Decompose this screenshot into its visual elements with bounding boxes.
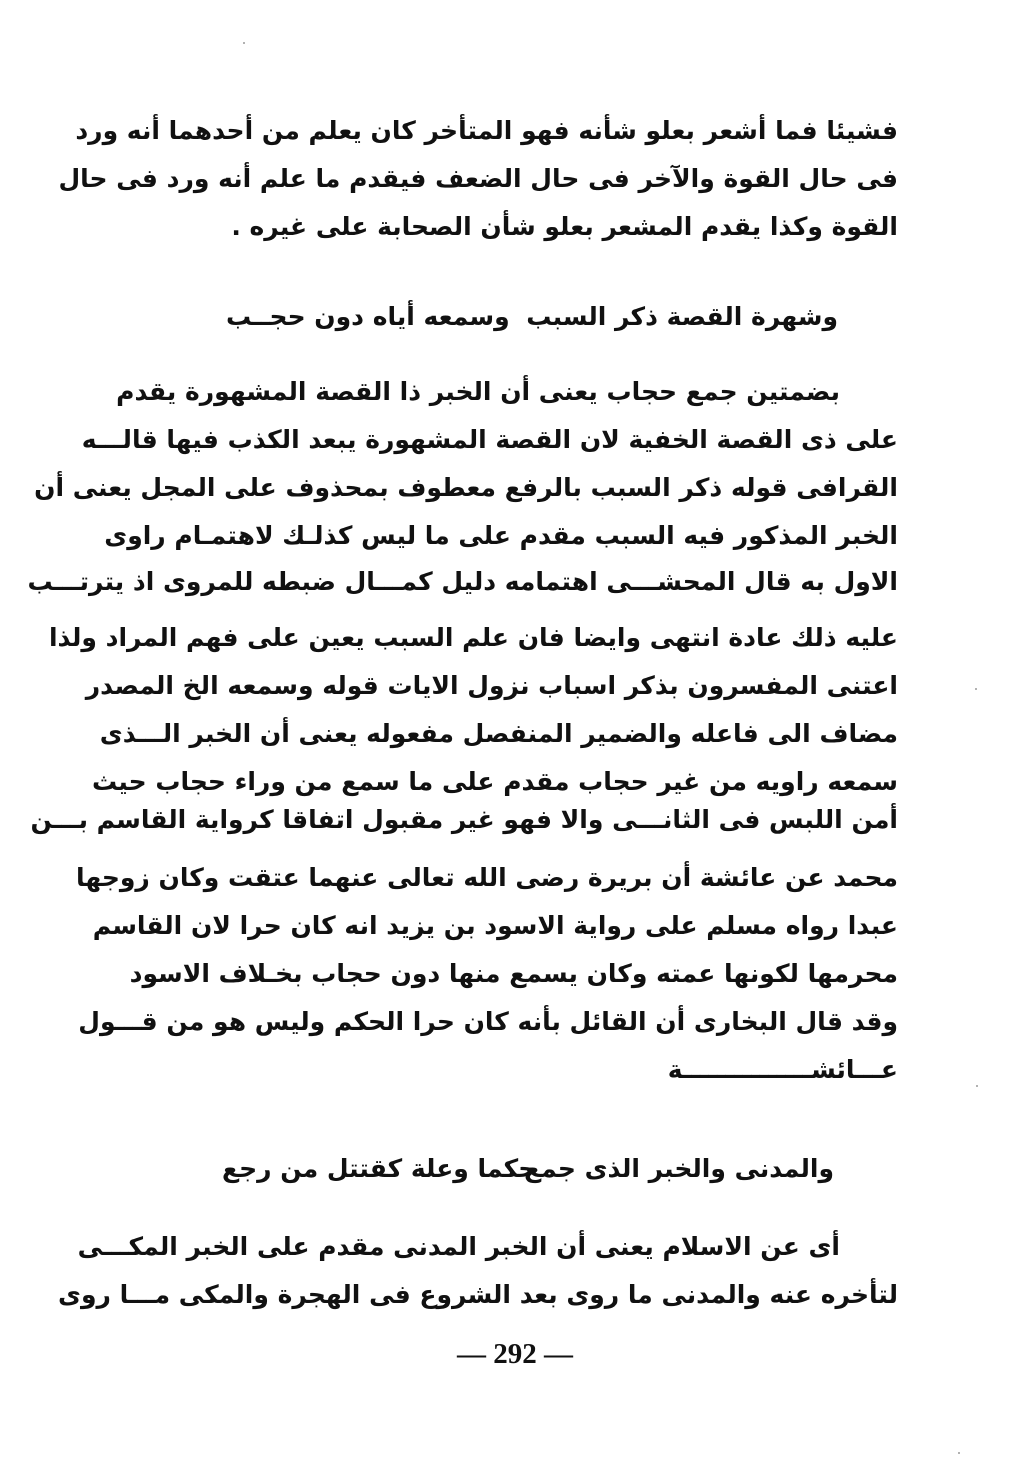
text-line: بضمتين جمع حجاب يعنى أن الخبر ذا القصة المشهورة يقدم [116,377,840,406]
verse-right-hemistich: والمدنى والخبر الذى جمع [524,1154,834,1183]
text-line: محمد عن عائشة أن بريرة رضى الله تعالى عنهما عتقت وكان زوجها [75,863,898,892]
scan-speck [243,42,245,44]
text-line: أمن اللبس فى الثانـــى والا فهو غير مقبول اتفاقا كرواية القاسم بـــن [30,805,898,834]
text-line: سمعه راويه من غير حجاب مقدم على ما سمع من وراء حجاب حيث [91,767,898,796]
verse-right-hemistich: وشهرة القصة ذكر السبب [526,302,838,331]
verse-left-hemistich: وسمعه أياه دون حجــب [226,302,510,331]
paragraph-1 [58,107,898,251]
text-line: مضاف الى فاعله والضمير المنفصل مفعوله يعنى أن الخبر الـــذى [99,719,898,748]
text-line: القوة وكذا يقدم المشعر بعلو شأن الصحابة على غيره . [231,212,898,241]
paragraph-2 [27,368,898,1094]
text-line: فى حال القوة والآخر فى حال الضعف فيقدم ما علم أنه ورد فى حال [58,164,898,193]
text-line: عبدا رواه مسلم على رواية الاسود بن يزيد انه كان حرا لان القاسم [92,911,898,940]
text-line: عـــائشـــــــــــــــة [667,1055,898,1084]
verse-left-hemistich: حكما وعلة كقتتل من رجع [222,1154,537,1183]
scan-speck [976,1085,978,1087]
text-line: محرمها لكونها عمته وكان يسمع منها دون حجاب بخـلاف الاسود [129,959,898,988]
verse-2 [0,1145,981,1193]
text-line: لتأخره عنه والمدنى ما روى بعد الشروع فى الهجرة والمكى مـــا روى [58,1280,898,1309]
text-line: عليه ذلك عادة انتهى وايضا فان علم السبب يعين على فهم المراد ولذا [48,623,898,652]
scan-speck [958,1452,960,1454]
text-line: على ذى القصة الخفية لان القصة المشهورة يبعد الكذب فيها قالـــه [81,425,898,454]
scan-speck [975,688,977,690]
verse-1 [0,293,981,341]
text-line: وقد قال البخارى أن القائل بأنه كان حرا الحكم وليس هو من قـــول [78,1007,898,1036]
paragraph-3 [58,1223,898,1319]
text-line: الخبر المذكور فيه السبب مقدم على ما ليس كذلـك لاهتمـام راوى [104,521,898,550]
text-line: أى عن الاسلام يعنى أن الخبر المدنى مقدم على الخبر المكـــى [77,1232,840,1261]
text-line: فشيئا فما أشعر بعلو شأنه فهو المتأخر كان يعلم من أحدهما أنه ورد [75,116,898,145]
text-line: اعتنى المفسرون بذكر اسباب نزول الايات قوله وسمعه الخ المصدر [85,671,898,700]
text-line: القرافى قوله ذكر السبب بالرفع معطوف بمحذوف على المجل يعنى أن [34,473,898,502]
text-line: الاول به قال المحشـــى اهتمامه دليل كمـــال ضبطه للمروى اذ يترتـــب [27,567,898,596]
page-number: — 292 — [457,1338,573,1370]
